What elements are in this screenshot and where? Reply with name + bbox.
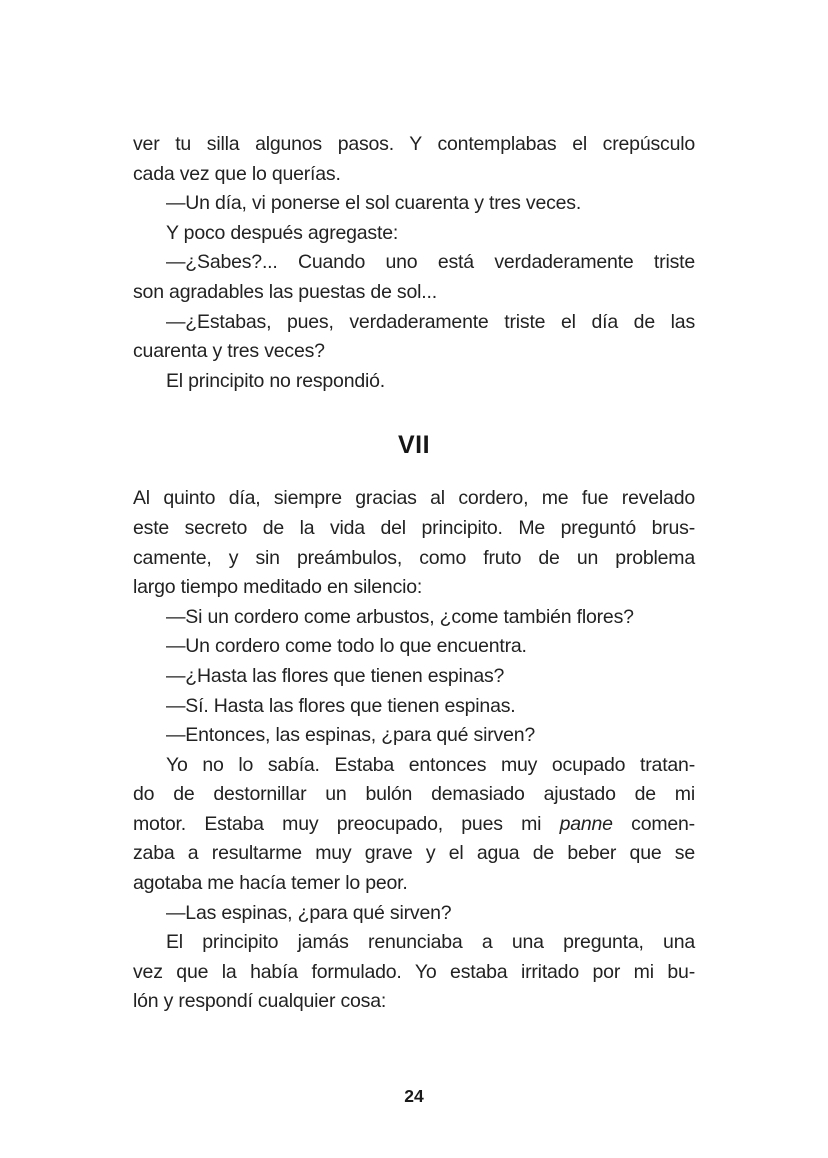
- text-line: motor. Estaba muy preocupado, pues mi panne comen-: [133, 812, 695, 835]
- paragraph: [133, 928, 695, 1017]
- page-number: 24: [404, 1086, 424, 1106]
- text-line: largo tiempo meditado en silencio:: [133, 576, 423, 599]
- paragraph: [133, 484, 695, 602]
- paragraph: [133, 189, 695, 219]
- italic-text: panne: [559, 812, 613, 835]
- text-line: do de destornillar un bulón demasiado ajustado de mi: [133, 783, 695, 806]
- text-line: agotaba me hacía temer lo peor.: [133, 872, 408, 895]
- text-line: —Si un cordero come arbustos, ¿come también flores?: [166, 605, 634, 628]
- paragraph: [133, 632, 695, 662]
- text-line: son agradables las puestas de sol...: [133, 280, 437, 303]
- paragraph: [133, 367, 695, 397]
- text-line: vez que la había formulado. Yo estaba irritado por mi bu-: [133, 960, 695, 983]
- paragraph: [133, 692, 695, 722]
- text-line: zaba a resultarme muy grave y el agua de beber que se: [133, 842, 695, 865]
- text-line: este secreto de la vida del principito. Me preguntó brus-: [133, 516, 695, 539]
- text-line: —Entonces, las espinas, ¿para qué sirven?: [166, 724, 536, 747]
- paragraph: [133, 130, 695, 189]
- text-line: —Sí. Hasta las flores que tienen espinas.: [166, 694, 516, 717]
- text-line: El principito no respondió.: [166, 369, 385, 392]
- paragraph: [133, 751, 695, 899]
- text-line: —¿Sabes?... Cuando uno está verdaderamente triste: [166, 251, 695, 274]
- text-line: —¿Hasta las flores que tienen espinas?: [166, 664, 505, 687]
- paragraph: [133, 662, 695, 692]
- text-line: Y poco después agregaste:: [166, 221, 399, 244]
- paragraph: [133, 603, 695, 633]
- text-line: —Un cordero come todo lo que encuentra.: [166, 635, 527, 658]
- paragraph: [133, 721, 695, 751]
- text-line: —¿Estabas, pues, verdaderamente triste el día de las: [166, 310, 695, 333]
- page-text: [133, 130, 695, 1017]
- paragraph: [133, 248, 695, 307]
- text-line: camente, y sin preámbulos, como fruto de un problema: [133, 546, 695, 569]
- text-line: ver tu silla algunos pasos. Y contemplabas el crepúsculo: [133, 133, 695, 155]
- text-line: Al quinto día, siempre gracias al cordero, me fue revelado: [133, 487, 695, 510]
- text-line: —Un día, vi ponerse el sol cuarenta y tres veces.: [166, 192, 582, 215]
- paragraph: [133, 308, 695, 367]
- text-line: cada vez que lo querías.: [133, 162, 341, 185]
- text-line: lón y respondí cualquier cosa:: [133, 990, 387, 1013]
- text-line: cuarenta y tres veces?: [133, 340, 325, 363]
- text-line: El principito jamás renunciaba a una pregunta, una: [166, 931, 695, 954]
- text-line: Yo no lo sabía. Estaba entonces muy ocupado tratan-: [166, 753, 695, 776]
- text-line: —Las espinas, ¿para qué sirven?: [166, 901, 452, 924]
- chapter-heading: VII: [397, 431, 431, 460]
- paragraph: [133, 899, 695, 929]
- paragraph: [133, 219, 695, 249]
